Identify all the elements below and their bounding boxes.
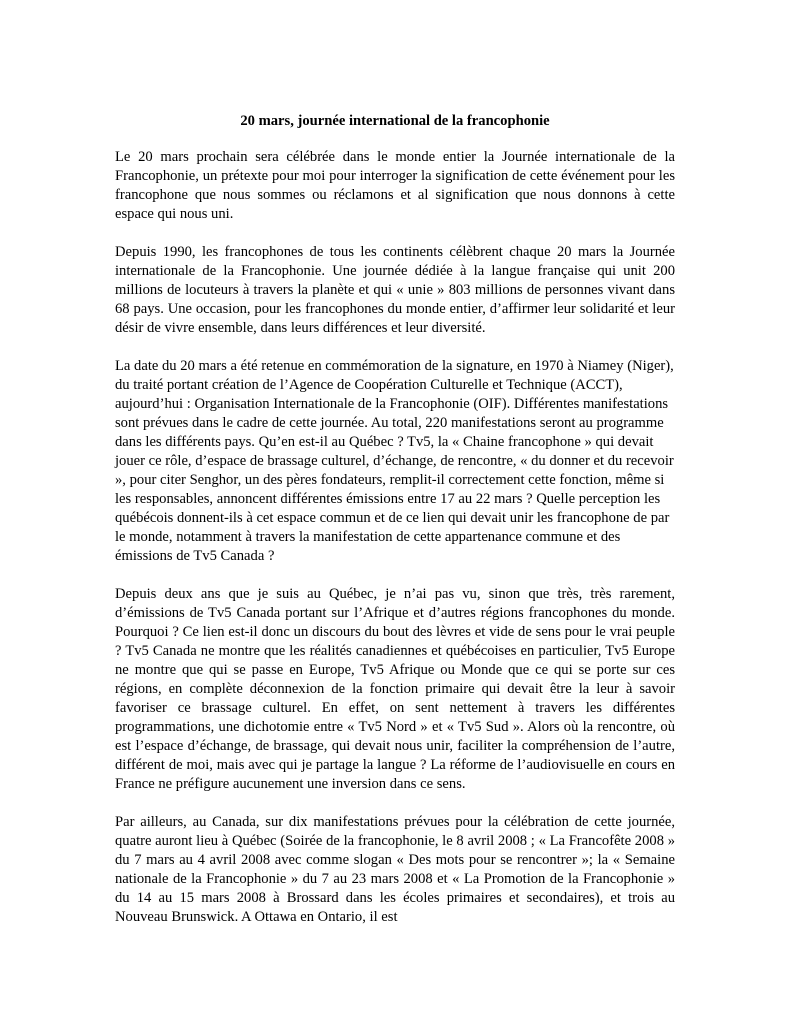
paragraph-2: Depuis 1990, les francophones de tous les continents célèbrent chaque 20 mars la Journée internationale de la Francophonie. Une journée dédiée à la langue française qui unit 200 millions de locuteurs à travers la planète et qui « unie » 803 millions de personnes vivant dans 68 pays. Une occasion, pour les francophones du monde entier, d’affirmer leur solidarité et leur désir de vivre ensemble, dans leurs différences et leur diversité. <box>115 244 675 336</box>
paragraph-4: Depuis deux ans que je suis au Québec, je n’ai pas vu, sinon que très, très rarement, d’émissions de Tv5 Canada portant sur l’Afrique et d’autres régions francophones du monde. Pourquoi ? Ce lien est-il donc un discours du bout des lèvres et vide de sens pour le vrai peuple ? Tv5 Canada ne montre que les réalités canadiennes et québécoises en particulier, Tv5 Europe ne montre que qui se passe en Europe, Tv5 Afrique ou Monde que ce qui se porte sur ces régions, en complète déconnexion de la fonction primaire qui devait être la leur à savoir favoriser ce brassage culturel. En effet, on sent nettement à travers les différentes programmations, une dichotomie entre « Tv5 Nord » et « Tv5 Sud ». Alors où la rencontre, où est l’espace d’échange, de brassage, qui devait nous unir, faciliter la compréhension de l’autre, différent de moi, mais avec qui je partage la langue ? La réforme de l’audiovisuelle en cours en France ne préfigure aucunement une inversion dans ce sens. <box>115 586 675 792</box>
paragraph-5: Par ailleurs, au Canada, sur dix manifestations prévues pour la célébration de cette journée, quatre auront lieu à Québec (Soirée de la francophonie, le 8 avril 2008 ; « La Francofête 2008 » du 7 mars au 4 avril 2008 avec comme slogan « Des mots pour se rencontrer »; la « Semaine nationale de la Francophonie » du 7 au 23 mars 2008 et « La Promotion de la Francophonie » du 14 au 15 mars 2008 à Brossard dans les écoles primaires et secondaires), et trois au Nouveau Brunswick. A Ottawa en Ontario, il est <box>115 814 675 925</box>
document-page <box>115 100 675 946</box>
document-title: 20 mars, journée international de la francophonie <box>240 113 550 129</box>
paragraph-1: Le 20 mars prochain sera célébrée dans le monde entier la Journée internationale de la Francophonie, un prétexte pour moi pour interroger la signification de cette événement pour les francophone que nous sommes ou réclamons et al signification que nous donnons à cette espace qui nous uni. <box>115 149 675 222</box>
paragraph-3: La date du 20 mars a été retenue en commémoration de la signature, en 1970 à Niamey (Niger), du traité portant création de l’Agence de Coopération Culturelle et Technique (ACCT), aujourd’hui : Organisation Internationale de la Francophonie (OIF). Différentes manifestations sont prévues dans le cadre de cette journée. Au total, 220 manifestations seront au programme dans les différents pays. Qu’en est-il au Québec ? Tv5, la « Chaine francophone » qui devait jouer ce rôle, d’espace de brassage culturel, d’échange, de rencontre, « du donner et du recevoir », pour citer Senghor, un des pères fondateurs, remplit-il correctement cette fonction, même si les responsables, annoncent différentes émissions entre 17 au 22 mars ? Quelle perception les québécois donnent-ils à cet espace commun et de ce lien qui devait unir les francophone de par le monde, notamment à travers la manifestation de cette appartenance commune et des émissions de Tv5 Canada ? <box>115 358 674 564</box>
